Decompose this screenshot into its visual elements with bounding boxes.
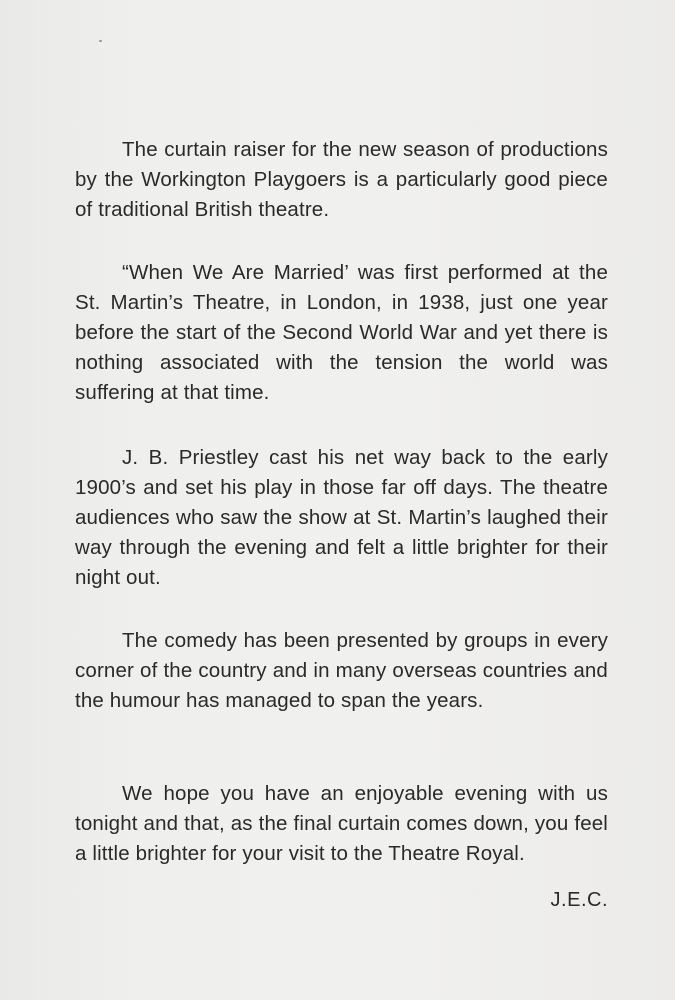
signature-initials: J.E.C. <box>550 889 608 911</box>
paragraph-first-performed: “When We Are Married’ was first performed at the St. Martin’s Theatre, in London, in 1938, just one year before the start of the Second World War and yet there is nothing associated with the tension the world was suffering at that time. <box>75 260 608 404</box>
paragraph-curtain-raiser: The curtain raiser for the new season of productions by the Workington Playgoers is a particularly good piece of traditional British theatre. <box>75 137 608 221</box>
paragraph-enjoyable-evening: We hope you have an enjoyable evening with us tonight and that, as the final curtain comes down, you feel a little brighter for your visit to the Theatre Royal. <box>75 781 608 865</box>
paper-speck <box>99 40 102 42</box>
paragraph-priestley: J. B. Priestley cast his net way back to the early 1900’s and set his play in those far off days. The theatre audiences who saw the show at St. Martin’s laughed their way through the evening and felt a little brighter for their night out. <box>75 445 608 589</box>
paragraph-comedy-groups: The comedy has been presented by groups in every corner of the country and in many overseas countries and the humour has managed to span the years. <box>75 628 608 712</box>
